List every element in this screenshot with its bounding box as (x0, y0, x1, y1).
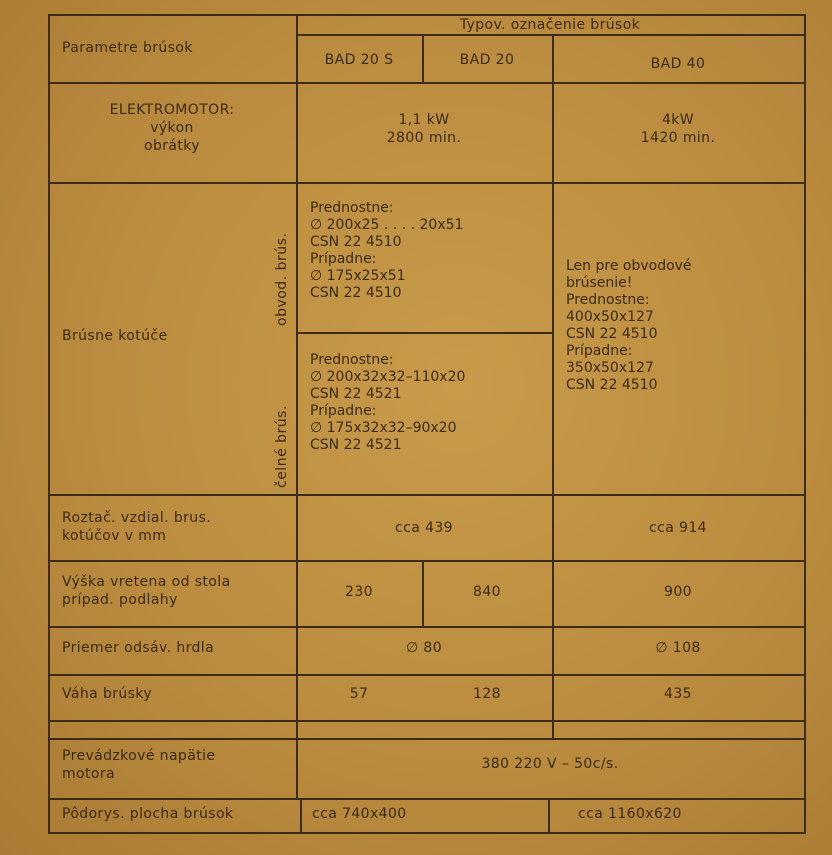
motor-row-bottom (48, 182, 806, 184)
discs-bad40-line: 350x50x127 (566, 360, 654, 376)
header-bad20s: BAD 20 S (324, 52, 394, 68)
spindle-row-bottom (48, 626, 806, 628)
motor-bad40-power: 4kW (661, 112, 695, 128)
discs-obvod-line: ∅ 200x25 . . . . 20x51 (310, 217, 464, 233)
discs-bad40-line: Prípadne: (566, 343, 633, 359)
discs-bad40-line: 400x50x127 (566, 309, 654, 325)
param-header-label: Parametre brúsok (62, 40, 193, 56)
discs-bad40-line: CSN 22 4510 (566, 326, 658, 342)
spacing-bad20-value: cca 439 (395, 520, 453, 536)
specification-table (48, 14, 808, 834)
discs-obvod-line: CSN 22 4510 (310, 234, 402, 250)
spacing-row-bottom (48, 560, 806, 562)
suction-bad40-value: ∅ 108 (655, 640, 701, 656)
weight-bad20-value: 128 (473, 686, 501, 702)
discs-row-bottom (48, 494, 806, 496)
suction-bad20-value: ∅ 80 (405, 640, 443, 656)
spindle-bad20-value: 840 (473, 584, 501, 600)
suction-row-bottom (48, 674, 806, 676)
discs-obvod-line: Prípadne: (310, 251, 377, 267)
discs-celne-line: CSN 22 4521 (310, 437, 402, 453)
spindle-bad40-value: 900 (664, 584, 692, 600)
table-border-right (804, 14, 806, 834)
header-bottom-line (48, 82, 806, 84)
discs-sub-celne-label: čelné brús. (274, 405, 290, 488)
voltage-value: 380 220 V – 50c/s. (481, 756, 619, 772)
discs-celne-line: CSN 22 4521 (310, 386, 402, 402)
voltage-label-line2: motora (62, 766, 115, 782)
footprint-label: Pôdorys. plocha brúsok (62, 806, 234, 822)
discs-celne-line: Prípadne: (310, 403, 377, 419)
footprint-bad40-value: cca 1160x620 (578, 806, 682, 822)
spacing-label-line1: Roztač. vzdial. brus. (62, 510, 212, 526)
weight-bad40-value: 435 (664, 686, 692, 702)
spindle-label-line2: prípad. podlahy (62, 592, 178, 608)
table-border-left (48, 14, 50, 834)
footprint-bad20-value: cca 740x400 (312, 806, 407, 822)
table-border-bottom (48, 832, 806, 834)
discs-celne-text (310, 352, 465, 454)
discs-celne-line: ∅ 200x32x32–110x20 (310, 369, 466, 385)
discs-obvod-line: CSN 22 4510 (310, 285, 402, 301)
header-group-line (296, 34, 806, 36)
header-bad20: BAD 20 (459, 52, 515, 68)
discs-label: Brúsne kotúče (62, 328, 168, 344)
discs-bad40-line: Prednostne: (566, 292, 650, 308)
discs-bad40-line: CSN 22 4510 (566, 377, 658, 393)
spacing-label-line2: kotúčov v mm (62, 528, 167, 544)
voltage-row-bottom (48, 798, 806, 800)
motor-label-title: ELEKTROMOTOR: (109, 102, 235, 118)
discs-subrow-line (296, 332, 554, 334)
discs-bad40-text (566, 258, 692, 394)
footprint-label-divider (300, 798, 302, 834)
weight-row-bottom (48, 720, 806, 722)
footprint-bad40-divider (548, 798, 550, 834)
motor-bad20-power: 1,1 kW (398, 112, 450, 128)
discs-obvod-line: ∅ 175x25x51 (310, 268, 406, 284)
discs-obvod-text (310, 200, 463, 302)
spacing-bad40-value: cca 914 (649, 520, 707, 536)
motor-bad20-rpm: 2800 min. (386, 130, 462, 146)
motor-bad40-rpm: 1420 min. (640, 130, 716, 146)
suction-label: Priemer odsáv. hrdla (62, 640, 215, 656)
header-bad40: BAD 40 (650, 56, 706, 72)
voltage-row-top-rule (48, 738, 806, 740)
discs-celne-line: Prednostne: (310, 352, 394, 368)
model-group-header: Typov. označenie brúsok (459, 17, 641, 33)
weight-label: Váha brúsky (62, 686, 153, 702)
discs-bad40-line: brúsenie! (566, 275, 633, 291)
table-border-top (48, 14, 806, 16)
discs-bad40-line: Len pre obvodové (566, 258, 692, 274)
motor-label-power: výkon (150, 120, 194, 136)
discs-obvod-line: Prednostne: (310, 200, 394, 216)
spindle-label-line1: Výška vretena od stola (62, 574, 231, 590)
weight-bad20s-value: 57 (349, 686, 369, 702)
discs-celne-line: ∅ 175x32x32–90x20 (310, 420, 457, 436)
discs-sub-obvod-label: obvod. brús. (274, 232, 290, 326)
voltage-label-line1: Prevádzkové napätie (62, 748, 216, 764)
motor-label-rpm: obrátky (144, 138, 200, 154)
spindle-bad20s-value: 230 (345, 584, 373, 600)
